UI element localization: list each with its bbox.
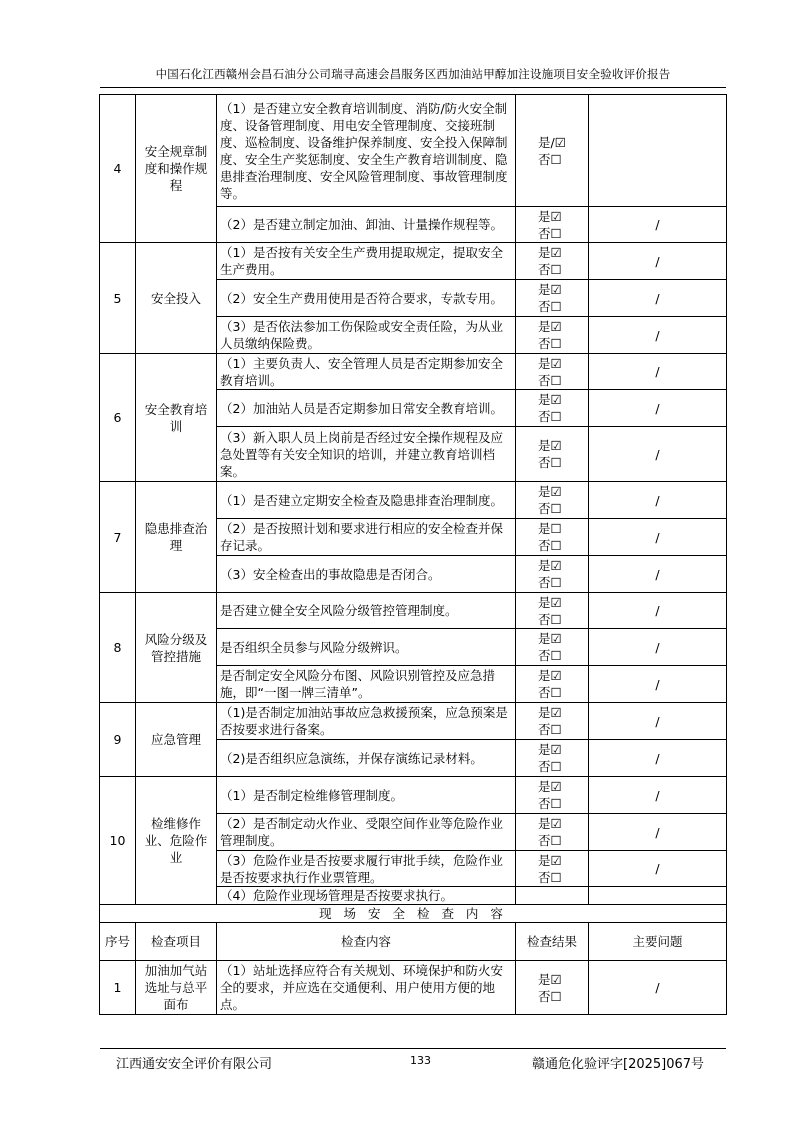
main-issue: / xyxy=(589,740,727,777)
check-result: 是☑ 否☐ xyxy=(516,243,589,280)
main-issue xyxy=(589,887,727,905)
item-number: 10 xyxy=(100,777,136,905)
check-result: 是☑ 否☐ xyxy=(516,777,589,814)
table-row xyxy=(100,777,727,814)
check-content: （1）是否建立定期安全检查及隐患排查治理制度。 xyxy=(217,482,516,519)
check-item: 隐患排查治理 xyxy=(136,482,217,593)
check-result: 是☑ 否☐ xyxy=(516,961,589,1015)
main-issue: / xyxy=(589,556,727,593)
check-content: （1)是否制定加油站事故应急救援预案，应急预案是否按要求进行备案。 xyxy=(217,703,516,740)
check-content: （2）加油站人员是否定期参加日常安全教育培训。 xyxy=(217,390,516,427)
check-result: 是☑ 否☐ xyxy=(516,207,589,243)
main-issue: / xyxy=(589,703,727,740)
table-row xyxy=(100,961,727,1015)
main-issue: / xyxy=(589,961,727,1015)
document-header: 中国石化江西赣州会昌石油分公司瑞寻高速会昌服务区西加油站甲醇加注设施项目安全验收评价报告 xyxy=(155,67,671,81)
main-issue: / xyxy=(589,317,727,354)
inspection-table xyxy=(99,94,727,1015)
check-content: （2）是否建立制定加油、卸油、计量操作规程等。 xyxy=(217,207,516,243)
main-issue: / xyxy=(589,207,727,243)
check-item: 检维修作业、危险作业 xyxy=(136,777,217,905)
item-number: 6 xyxy=(100,354,136,482)
main-issue: / xyxy=(589,354,727,390)
check-item: 风险分级及管控措施 xyxy=(136,593,217,703)
main-issue: / xyxy=(589,519,727,556)
check-content: （1）是否制定检维修管理制度。 xyxy=(217,777,516,814)
check-content: （3）新入职人员上岗前是否经过安全操作规程及应急处置等有关安全知识的培训，并建立教育培训档案。 xyxy=(217,427,516,482)
document-number: 赣通危化验评字[2025]067号 xyxy=(532,1057,705,1072)
check-content: （4）危险作业现场管理是否按要求执行。 xyxy=(217,887,516,905)
check-content: （2)是否组织应急演练，并保存演练记录材料。 xyxy=(217,740,516,777)
main-issue: / xyxy=(589,629,727,666)
check-item: 安全教育培训 xyxy=(136,354,217,482)
check-content: （3）是否依法参加工伤保险或安全责任险，为从业人员缴纳保险费。 xyxy=(217,317,516,354)
section-title: 现 场 安 全 检 查 内 容 xyxy=(100,905,727,923)
item-number: 9 xyxy=(100,703,136,777)
check-content: （3）危险作业是否按要求履行审批手续，危险作业是否按要求执行作业票管理。 xyxy=(217,851,516,887)
table-row xyxy=(100,703,727,740)
column-header-issue: 主要问题 xyxy=(589,923,727,961)
main-issue: / xyxy=(589,777,727,814)
check-content: （2）是否按照计划和要求进行相应的安全检查并保存记录。 xyxy=(217,519,516,556)
check-result: 是☑ 否☐ xyxy=(516,851,589,887)
check-content: （2）安全生产费用使用是否符合要求，专款专用。 xyxy=(217,280,516,317)
item-number: 1 xyxy=(100,961,136,1015)
check-item: 安全规章制度和操作规程 xyxy=(136,95,217,243)
check-item: 加油加气站选址与总平面布 xyxy=(136,961,217,1015)
check-result: 是☑ 否☐ xyxy=(516,814,589,851)
check-result: 是☑ 否☐ xyxy=(516,666,589,703)
main-issue: / xyxy=(589,851,727,887)
item-number: 4 xyxy=(100,95,136,243)
check-content: （1）是否建立安全教育培训制度、消防/防火安全制度、设备管理制度、用电安全管理制度、交接班制度、巡检制度、设备维护保养制度、安全投入保障制度、安全生产奖惩制度、安全生产教育培训制度、隐患排查治理制度、安全风险管理制度、事故管理制度等。 xyxy=(217,95,516,207)
table-row xyxy=(100,593,727,629)
check-result: 是☑ 否☐ xyxy=(516,629,589,666)
header-divider xyxy=(100,87,726,88)
main-issue: / xyxy=(589,482,727,519)
check-result: 是☑ 否☐ xyxy=(516,354,589,390)
column-header-item: 检查项目 xyxy=(136,923,217,961)
main-issue xyxy=(589,95,727,207)
column-header-no: 序号 xyxy=(100,923,136,961)
check-content: （1）是否按有关安全生产费用提取规定，提取安全生产费用。 xyxy=(217,243,516,280)
check-content: （1）站址选择应符合有关规划、环境保护和防火安全的要求，并应选在交通便利、用户使用方便的地点。 xyxy=(217,961,516,1015)
item-number: 8 xyxy=(100,593,136,703)
main-issue: / xyxy=(589,280,727,317)
item-number: 5 xyxy=(100,243,136,354)
check-result: 是☑ 否☐ xyxy=(516,593,589,629)
page-number: 133 xyxy=(410,1054,431,1067)
table-row xyxy=(100,243,727,280)
check-content: 是否组织全员参与风险分级辨识。 xyxy=(217,629,516,666)
table-row xyxy=(100,482,727,519)
check-result: 是☑ 否☐ xyxy=(516,317,589,354)
check-result: 是☑ 否☐ xyxy=(516,556,589,593)
check-content: （1）主要负责人、安全管理人员是否定期参加安全教育培训。 xyxy=(217,354,516,390)
check-result: 是/☑ 否☐ xyxy=(516,95,589,207)
column-header-row xyxy=(100,923,727,961)
footer-company: 江西通安安全评价有限公司 xyxy=(116,1057,273,1072)
check-result: 是☑ 否☐ xyxy=(516,390,589,427)
table-row xyxy=(100,354,727,390)
check-content: 是否制定安全风险分布图、风险识别管控及应急措施，即“一图一牌三清单”。 xyxy=(217,666,516,703)
main-issue: / xyxy=(589,666,727,703)
main-issue: / xyxy=(589,593,727,629)
column-header-result: 检查结果 xyxy=(516,923,589,961)
check-result: 是☑ 否☐ xyxy=(516,740,589,777)
item-number: 7 xyxy=(100,482,136,593)
main-issue: / xyxy=(589,427,727,482)
check-result: 是☐ 否☐ xyxy=(516,519,589,556)
footer-divider xyxy=(100,1048,726,1049)
main-issue: / xyxy=(589,814,727,851)
check-item: 安全投入 xyxy=(136,243,217,354)
main-issue: / xyxy=(589,390,727,427)
check-result: 是☑ 否☐ xyxy=(516,427,589,482)
check-content: 是否建立健全安全风险分级管控管理制度。 xyxy=(217,593,516,629)
check-result: 是☑ 否☐ xyxy=(516,703,589,740)
check-content: （3）安全检查出的事故隐患是否闭合。 xyxy=(217,556,516,593)
check-result: 是☑ 否☐ xyxy=(516,482,589,519)
column-header-content: 检查内容 xyxy=(217,923,516,961)
check-result xyxy=(516,887,589,905)
check-content: （2）是否制定动火作业、受限空间作业等危险作业管理制度。 xyxy=(217,814,516,851)
check-result: 是☑ 否☐ xyxy=(516,280,589,317)
table-row xyxy=(100,95,727,207)
check-item: 应急管理 xyxy=(136,703,217,777)
section-title-row xyxy=(100,905,727,923)
inspection-table-body xyxy=(100,95,727,1015)
main-issue: / xyxy=(589,243,727,280)
